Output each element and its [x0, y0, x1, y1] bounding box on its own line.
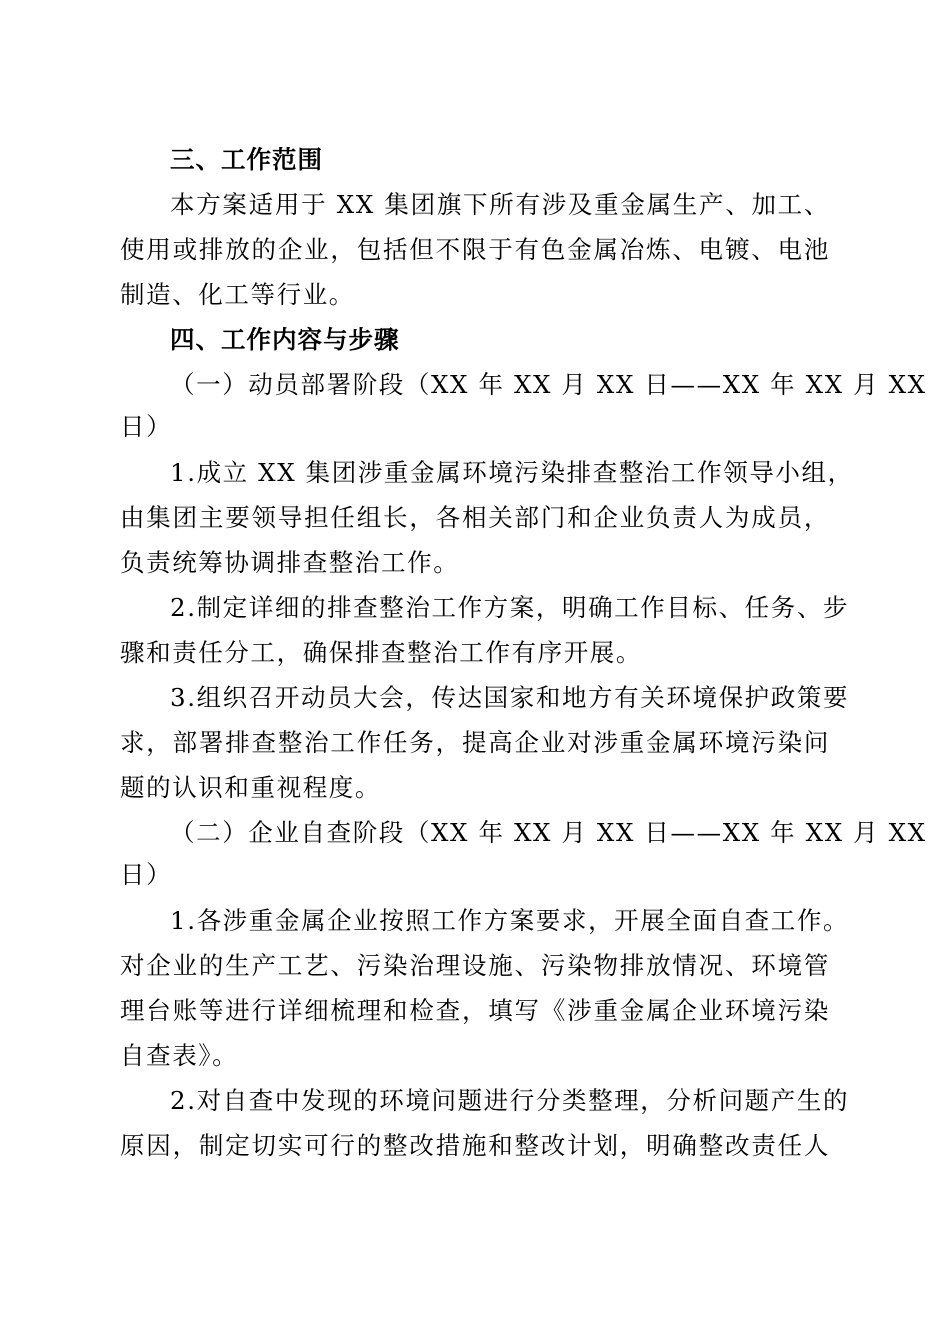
paragraph-line: 自查表》。 — [120, 1041, 239, 1070]
paragraph-line: 由集团主要领导担任组长，各相关部门和企业负责人为成员， — [120, 503, 830, 532]
paragraph-line: 原因，制定切实可行的整改措施和整改计划，明确整改责任人 — [120, 1131, 830, 1160]
paragraph-line: 2.对自查中发现的环境问题进行分类整理，分析问题产生的 — [170, 1086, 850, 1115]
paragraph-line: 2.制定详细的排查整治工作方案，明确工作目标、任务、步 — [170, 593, 850, 622]
paragraph-line: 理台账等进行详细梳理和检查，填写《涉重金属企业环境污染 — [120, 996, 830, 1025]
paragraph-line: 负责统筹协调排查整治工作。 — [120, 548, 460, 577]
paragraph-line: 对企业的生产工艺、污染治理设施、污染物排放情况、环境管 — [120, 951, 830, 980]
paragraph-line: 1.各涉重金属企业按照工作方案要求，开展全面自查工作。 — [170, 906, 850, 935]
paragraph-line: 日） — [120, 860, 173, 889]
paragraph-line: 3.组织召开动员大会，传达国家和地方有关环境保护政策要 — [170, 683, 850, 712]
paragraph-line: 骤和责任分工，确保排查整治工作有序开展。 — [120, 638, 642, 667]
section-heading-scope: 三、工作范围 — [170, 145, 323, 174]
paragraph-line: 题的认识和重视程度。 — [120, 773, 381, 802]
paragraph-line: 求，部署排查整治工作任务，提高企业对涉重金属环境污染问 — [120, 728, 830, 757]
paragraph-line: 1.成立 XX 集团涉重金属环境污染排查整治工作领导小组， — [170, 458, 854, 487]
subsection-heading-self-inspection: （二）企业自查阶段（XX 年 XX 月 XX 日——XX 年 XX 月 XX — [170, 818, 927, 847]
subsection-heading-mobilization: （一）动员部署阶段（XX 年 XX 月 XX 日——XX 年 XX 月 XX — [170, 370, 927, 399]
paragraph-line: 使用或排放的企业，包括但不限于有色金属冶炼、电镀、电池 — [120, 235, 830, 264]
paragraph-line: 日） — [120, 412, 173, 441]
paragraph-line: 制造、化工等行业。 — [120, 280, 355, 309]
paragraph-line: 本方案适用于 XX 集团旗下所有涉及重金属生产、加工、 — [170, 190, 830, 219]
section-heading-content: 四、工作内容与步骤 — [170, 325, 400, 354]
